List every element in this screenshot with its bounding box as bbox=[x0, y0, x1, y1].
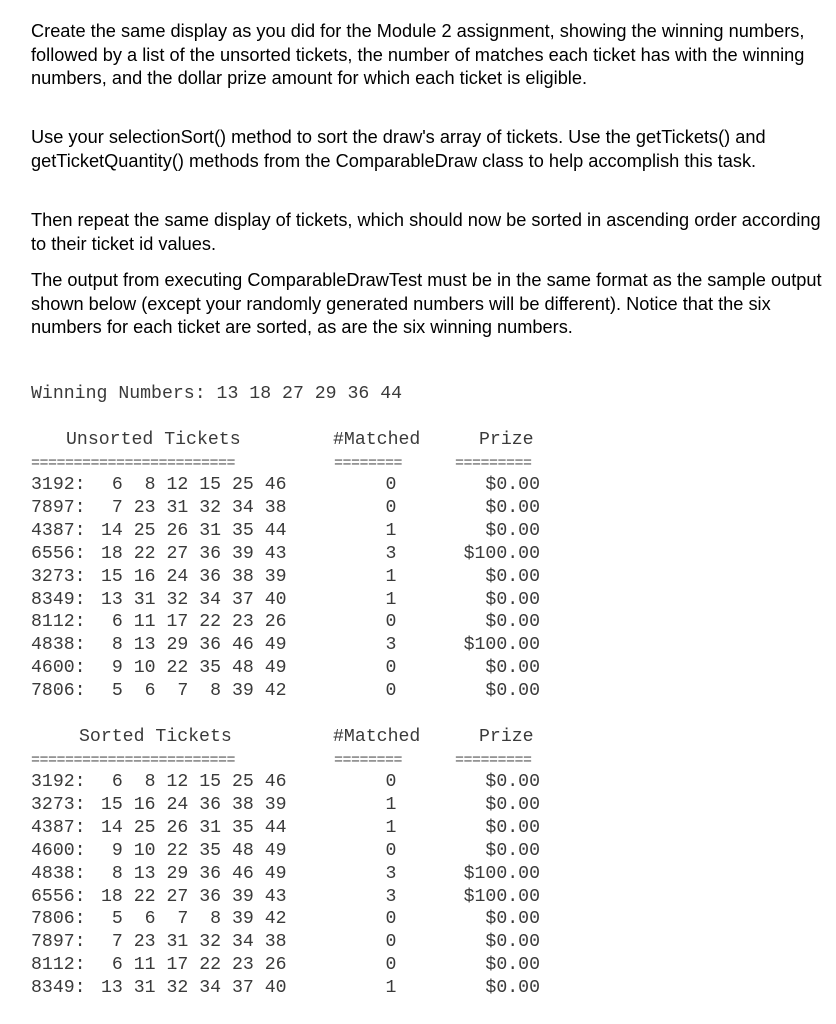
ticket-row bbox=[0, 955, 836, 978]
ticket-matched-count: 0 bbox=[385, 955, 397, 976]
ticket-prize: $0.00 bbox=[485, 772, 540, 792]
ticket-row bbox=[0, 681, 836, 704]
ticket-matched-count: 0 bbox=[385, 909, 397, 930]
ticket-numbers: 5 6 7 8 39 42 bbox=[101, 909, 287, 930]
ticket-prize: $0.00 bbox=[485, 681, 540, 702]
ticket-prize: $100.00 bbox=[463, 635, 540, 656]
ticket-numbers: 14 25 26 31 35 44 bbox=[101, 520, 287, 541]
sorted-tickets-title: Sorted Tickets bbox=[79, 727, 232, 747]
unsorted-tickets-title: Unsorted Tickets bbox=[66, 430, 241, 450]
ticket-matched-count: 1 bbox=[385, 794, 397, 815]
ticket-prize: $0.00 bbox=[485, 955, 540, 976]
ticket-id: 8349: bbox=[31, 978, 86, 999]
ticket-matched-count: 0 bbox=[385, 612, 397, 633]
sorted-ticket-list bbox=[0, 772, 836, 1004]
ticket-prize: $0.00 bbox=[485, 978, 540, 999]
ticket-matched-count: 3 bbox=[385, 543, 397, 564]
ticket-id: 7897: bbox=[31, 932, 86, 953]
ticket-matched-count: 1 bbox=[385, 817, 397, 838]
instruction-paragraph-4: The output from executing ComparableDrawTest must be in the same format as the sample output shown below (except your randomly generated numbers will be different). Notice that the six numbers for each ticket are sorted, as are the six winning numbers. bbox=[31, 270, 822, 337]
ticket-prize: $0.00 bbox=[485, 794, 540, 815]
ticket-numbers: 7 23 31 32 34 38 bbox=[101, 497, 287, 518]
ticket-id: 8112: bbox=[31, 612, 86, 633]
sorted-matched-header: #Matched bbox=[333, 727, 421, 747]
sorted-tickets-separator: ======================== bbox=[31, 752, 236, 769]
instruction-paragraph-3: Then repeat the same display of tickets, which should now be sorted in ascending order according to their ticket id values. bbox=[31, 210, 821, 254]
ticket-row bbox=[0, 978, 836, 1001]
ticket-id: 8112: bbox=[31, 955, 86, 976]
ticket-matched-count: 0 bbox=[385, 840, 397, 861]
ticket-matched-count: 3 bbox=[385, 886, 397, 907]
ticket-numbers: 15 16 24 36 38 39 bbox=[101, 566, 287, 587]
ticket-matched-count: 0 bbox=[385, 681, 397, 702]
ticket-matched-count: 0 bbox=[385, 658, 397, 679]
ticket-numbers: 5 6 7 8 39 42 bbox=[101, 681, 287, 702]
ticket-numbers: 14 25 26 31 35 44 bbox=[101, 817, 287, 838]
ticket-numbers: 6 8 12 15 25 46 bbox=[101, 475, 287, 495]
sorted-matched-separator: ======== bbox=[334, 752, 403, 769]
ticket-row bbox=[0, 521, 836, 544]
winning-numbers-line: Winning Numbers: 13 18 27 29 36 44 bbox=[31, 384, 403, 404]
ticket-prize: $100.00 bbox=[463, 543, 540, 564]
ticket-prize: $100.00 bbox=[463, 863, 540, 884]
ticket-row bbox=[0, 795, 836, 818]
ticket-numbers: 6 11 17 22 23 26 bbox=[101, 955, 287, 976]
ticket-prize: $0.00 bbox=[485, 840, 540, 861]
ticket-row bbox=[0, 772, 836, 795]
ticket-row bbox=[0, 932, 836, 955]
ticket-prize: $100.00 bbox=[463, 886, 540, 907]
instruction-paragraph-1: Create the same display as you did for the Module 2 assignment, showing the winning numbers, followed by a list of the unsorted tickets, the number of matches each ticket has with the winning numbers, and the dollar prize amount for which each ticket is eligible. bbox=[31, 21, 805, 88]
ticket-id: 4387: bbox=[31, 817, 86, 838]
ticket-matched-count: 3 bbox=[385, 863, 397, 884]
ticket-id: 4600: bbox=[31, 840, 86, 861]
ticket-matched-count: 1 bbox=[385, 589, 397, 610]
unsorted-ticket-list bbox=[0, 475, 836, 707]
ticket-prize: $0.00 bbox=[485, 520, 540, 541]
ticket-numbers: 6 11 17 22 23 26 bbox=[101, 612, 287, 633]
ticket-prize: $0.00 bbox=[485, 566, 540, 587]
ticket-id: 7806: bbox=[31, 681, 86, 702]
ticket-id: 4387: bbox=[31, 520, 86, 541]
ticket-matched-count: 0 bbox=[385, 475, 397, 495]
ticket-row bbox=[0, 498, 836, 521]
unsorted-matched-header: #Matched bbox=[333, 430, 421, 450]
unsorted-prize-separator: ========= bbox=[455, 455, 532, 472]
ticket-numbers: 8 13 29 36 46 49 bbox=[101, 635, 287, 656]
ticket-row bbox=[0, 864, 836, 887]
ticket-matched-count: 1 bbox=[385, 978, 397, 999]
ticket-row bbox=[0, 612, 836, 635]
ticket-id: 4838: bbox=[31, 863, 86, 884]
ticket-id: 8349: bbox=[31, 589, 86, 610]
ticket-id: 3192: bbox=[31, 475, 86, 495]
ticket-row bbox=[0, 590, 836, 613]
ticket-numbers: 18 22 27 36 39 43 bbox=[101, 543, 287, 564]
ticket-prize: $0.00 bbox=[485, 658, 540, 679]
ticket-row bbox=[0, 635, 836, 658]
ticket-matched-count: 3 bbox=[385, 635, 397, 656]
ticket-prize: $0.00 bbox=[485, 475, 540, 495]
ticket-matched-count: 1 bbox=[385, 520, 397, 541]
ticket-id: 4838: bbox=[31, 635, 86, 656]
ticket-row bbox=[0, 658, 836, 681]
unsorted-prize-header: Prize bbox=[479, 430, 534, 450]
ticket-id: 7806: bbox=[31, 909, 86, 930]
ticket-row bbox=[0, 567, 836, 590]
ticket-numbers: 13 31 32 34 37 40 bbox=[101, 978, 287, 999]
unsorted-matched-separator: ======== bbox=[334, 455, 403, 472]
sorted-prize-separator: ========= bbox=[455, 752, 532, 769]
ticket-numbers: 9 10 22 35 48 49 bbox=[101, 840, 287, 861]
ticket-numbers: 18 22 27 36 39 43 bbox=[101, 886, 287, 907]
ticket-row bbox=[0, 909, 836, 932]
ticket-id: 3273: bbox=[31, 566, 86, 587]
ticket-row bbox=[0, 887, 836, 910]
ticket-row bbox=[0, 475, 836, 498]
ticket-numbers: 7 23 31 32 34 38 bbox=[101, 932, 287, 953]
ticket-id: 3192: bbox=[31, 772, 86, 792]
ticket-prize: $0.00 bbox=[485, 932, 540, 953]
ticket-id: 6556: bbox=[31, 543, 86, 564]
ticket-numbers: 13 31 32 34 37 40 bbox=[101, 589, 287, 610]
ticket-row bbox=[0, 841, 836, 864]
ticket-matched-count: 1 bbox=[385, 566, 397, 587]
ticket-matched-count: 0 bbox=[385, 932, 397, 953]
ticket-numbers: 8 13 29 36 46 49 bbox=[101, 863, 287, 884]
ticket-row bbox=[0, 544, 836, 567]
unsorted-tickets-separator: ======================== bbox=[31, 455, 236, 472]
ticket-numbers: 15 16 24 36 38 39 bbox=[101, 794, 287, 815]
ticket-numbers: 6 8 12 15 25 46 bbox=[101, 772, 287, 792]
ticket-prize: $0.00 bbox=[485, 497, 540, 518]
ticket-prize: $0.00 bbox=[485, 817, 540, 838]
ticket-prize: $0.00 bbox=[485, 589, 540, 610]
ticket-numbers: 9 10 22 35 48 49 bbox=[101, 658, 287, 679]
ticket-id: 6556: bbox=[31, 886, 86, 907]
ticket-id: 4600: bbox=[31, 658, 86, 679]
ticket-matched-count: 0 bbox=[385, 497, 397, 518]
ticket-row bbox=[0, 818, 836, 841]
ticket-prize: $0.00 bbox=[485, 909, 540, 930]
ticket-prize: $0.00 bbox=[485, 612, 540, 633]
ticket-id: 3273: bbox=[31, 794, 86, 815]
sorted-prize-header: Prize bbox=[479, 727, 534, 747]
ticket-matched-count: 0 bbox=[385, 772, 397, 792]
instruction-paragraph-2: Use your selectionSort() method to sort the draw's array of tickets. Use the getTickets() and getTicketQuantity() methods from the ComparableDraw class to help accomplish this task. bbox=[31, 127, 766, 171]
ticket-id: 7897: bbox=[31, 497, 86, 518]
